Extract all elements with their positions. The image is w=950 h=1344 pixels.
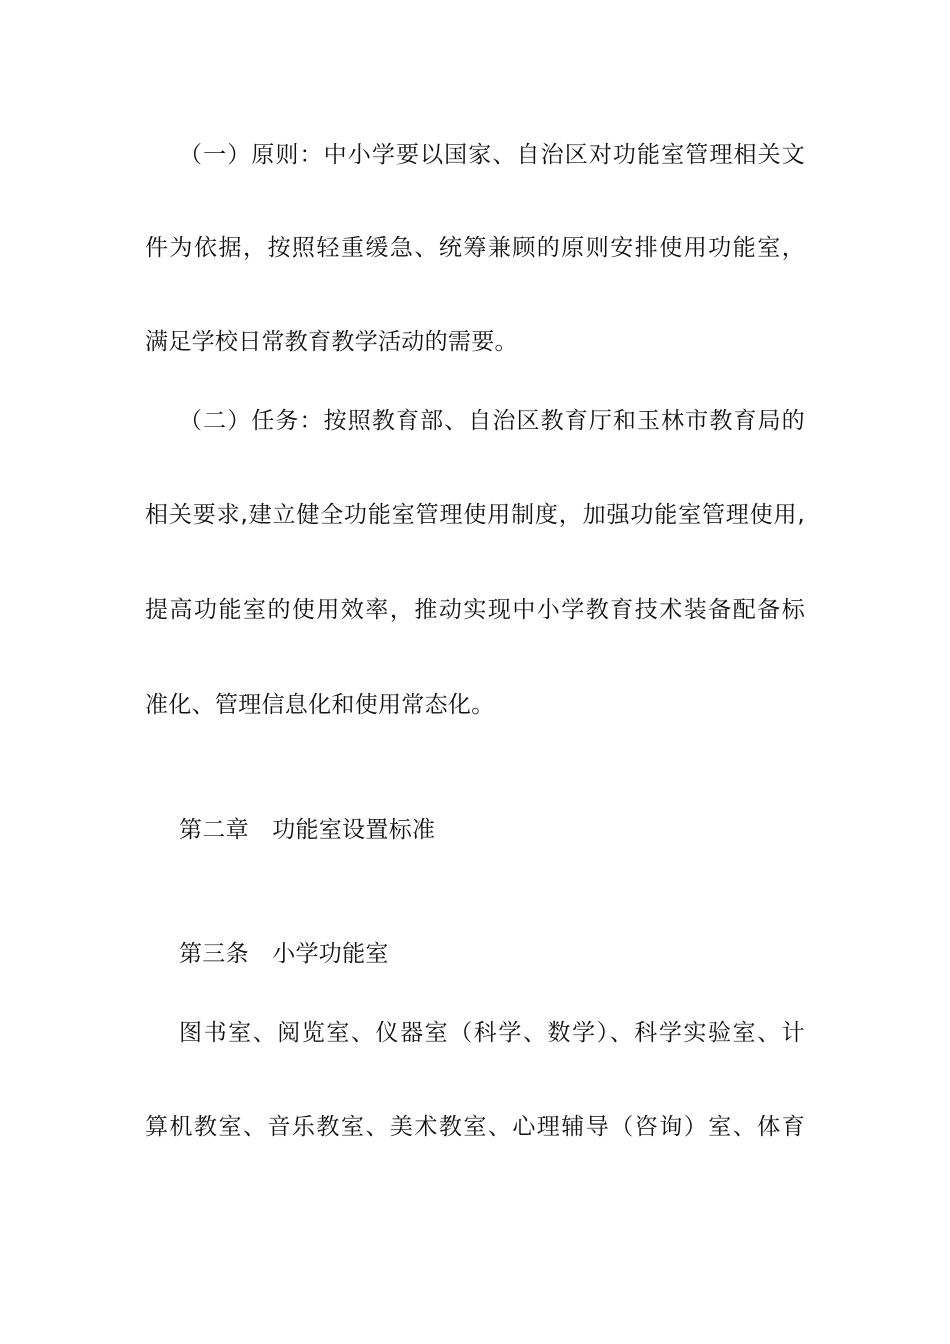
- paragraph-rooms-line-2: 算机教室、音乐教室、美术教室、心理辅导（咨询）室、体育: [145, 1114, 805, 1140]
- paragraph-task-line-3: 提高功能室的使用效率，推动实现中小学教育技术装备配备标: [145, 597, 805, 623]
- paragraph-task-line-4: 准化、管理信息化和使用常态化。: [145, 692, 495, 718]
- paragraph-task-line-1: （二）任务：按照教育部、自治区教育厅和玉林市教育局的: [179, 408, 805, 434]
- paragraph-principle-line-3: 满足学校日常教育教学活动的需要。: [145, 329, 518, 355]
- chapter-heading: 第二章 功能室设置标准: [179, 817, 436, 843]
- paragraph-principle-line-2: 件为依据，按照轻重缓急、统筹兼顾的原则安排使用功能室，: [145, 235, 805, 261]
- paragraph-rooms-line-1: 图书室、阅览室、仪器室（科学、数学）、科学实验室、计: [179, 1020, 805, 1046]
- paragraph-principle-line-1: （一）原则：中小学要以国家、自治区对功能室管理相关文: [179, 142, 805, 168]
- paragraph-task-line-2: 相关要求,建立健全功能室管理使用制度，加强功能室管理使用,: [145, 502, 805, 528]
- article-heading: 第三条 小学功能室: [179, 941, 389, 967]
